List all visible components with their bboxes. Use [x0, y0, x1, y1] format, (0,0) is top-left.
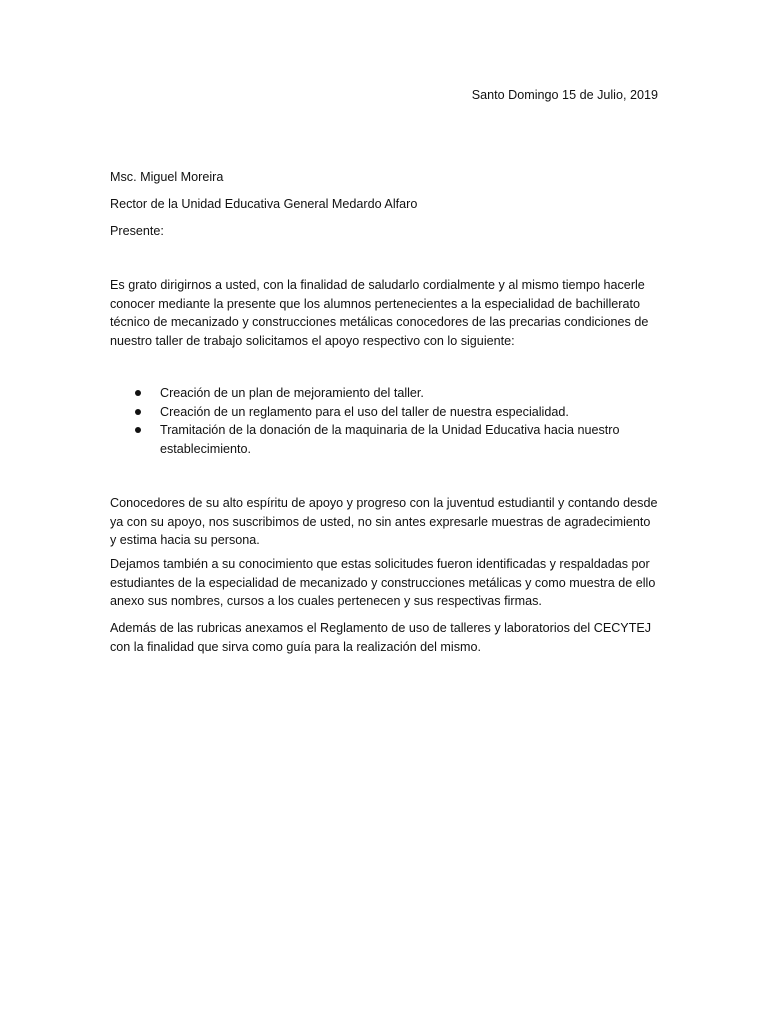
closing-paragraph: Conocedores de su alto espíritu de apoyo y progreso con la juventud estudiantil y contando desde ya con su apoyo, nos suscribimos de usted, no sin antes expresarle muestras de agradecimiento y estima hacia su persona.	[110, 496, 658, 547]
recipient-title: Rector de la Unidad Educativa General Medardo Alfaro	[110, 197, 418, 211]
recipient-name: Msc. Miguel Moreira	[110, 170, 224, 184]
annex-paragraph: Además de las rubricas anexamos el Reglamento de uso de talleres y laboratorios del CECYTEJ con la finalidad que sirva como guía para la realización del mismo.	[110, 621, 652, 654]
list-item: Creación de un reglamento para el uso del taller de nuestra especialidad.	[110, 403, 660, 422]
greeting: Presente:	[110, 224, 164, 238]
list-item: Creación de un plan de mejoramiento del taller.	[110, 384, 660, 403]
intro-paragraph: Es grato dirigirnos a usted, con la finalidad de saludarlo cordialmente y al mismo tiempo hacerle conocer mediante la presente que los alumnos pertenecientes a la especialidad de bachillerato técnico de mecanizado y construcciones metálicas conocedores de las precarias condiciones de nuestro taller de trabajo solicitamos el apoyo respectivo con lo siguiente:	[110, 278, 649, 348]
support-paragraph: Dejamos también a su conocimiento que estas solicitudes fueron identificadas y respaldadas por estudiantes de la especialidad de mecanizado y construcciones metálicas y como muestra de ello anexo sus nombres, cursos a los cuales pertenecen y sus respectivas firmas.	[110, 557, 656, 608]
list-item: Tramitación de la donación de la maquinaria de la Unidad Educativa hacia nuestro establecimiento.	[110, 421, 660, 458]
letter-date: Santo Domingo 15 de Julio, 2019	[471, 88, 658, 102]
request-list	[110, 384, 660, 458]
